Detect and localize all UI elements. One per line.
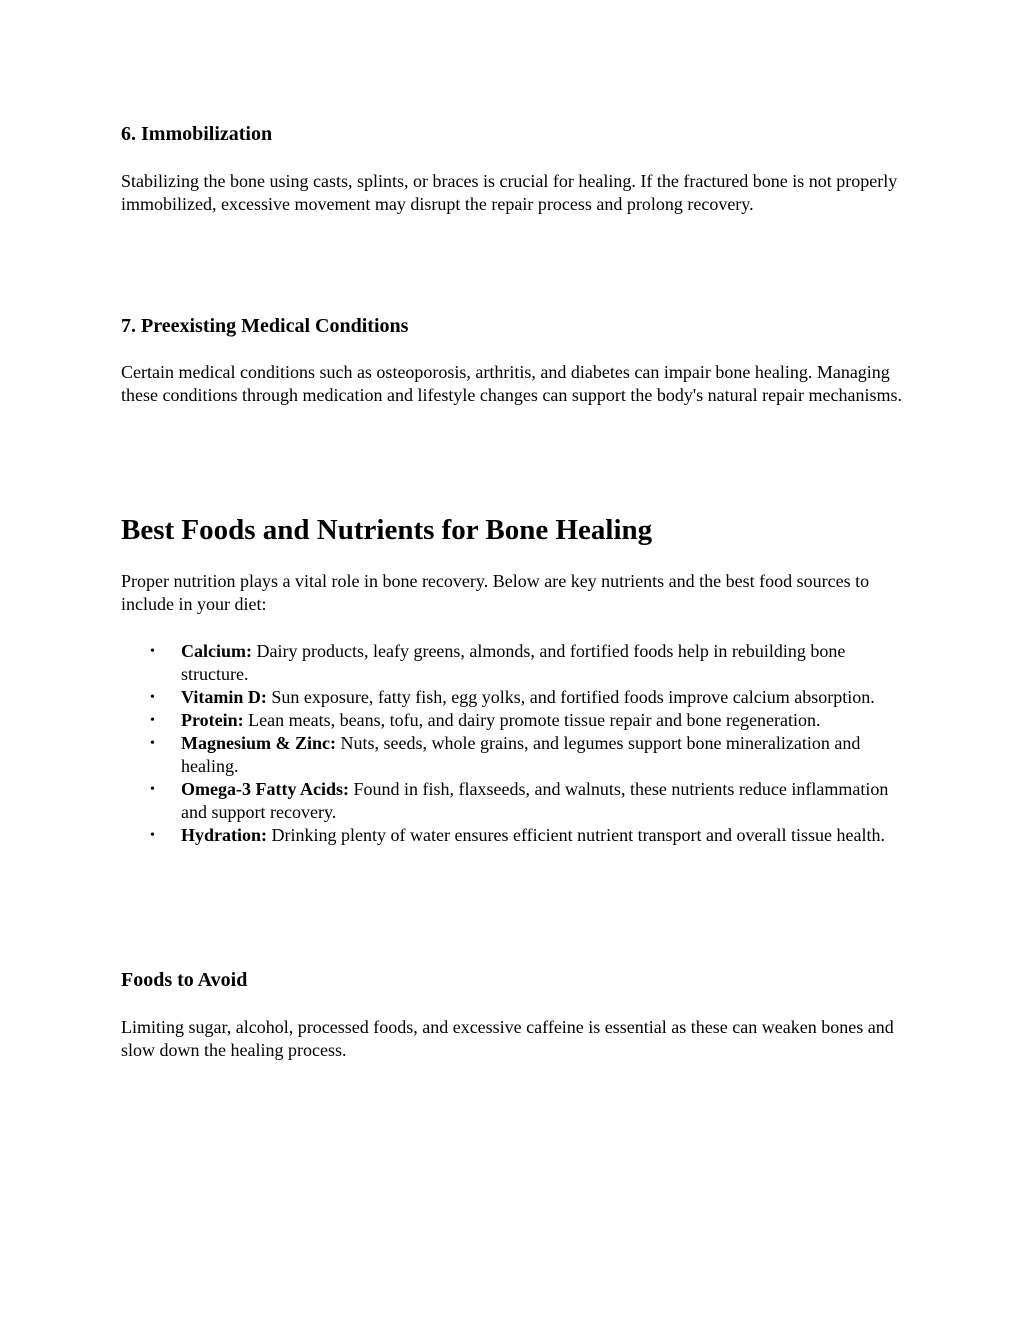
list-item-label: Protein: xyxy=(181,710,244,730)
section-paragraph-immobilization: Stabilizing the bone using casts, splints, or braces is crucial for healing. If the fractured bone is not properly immobilized, excessive movement may disrupt the repair process and prolong recovery. xyxy=(121,171,898,214)
bullet-icon: • xyxy=(150,782,155,797)
list-item-label: Calcium: xyxy=(181,641,252,661)
section-heading-foods-to-avoid: Foods to Avoid xyxy=(121,969,248,991)
list-item-label: Vitamin D: xyxy=(181,687,267,707)
list-item-text: Nuts, seeds, whole grains, and legumes support bone mineralization and healing. xyxy=(181,733,861,776)
main-heading: Best Foods and Nutrients for Bone Healing xyxy=(121,514,653,546)
nutrient-list xyxy=(121,640,911,847)
list-item xyxy=(121,640,911,686)
bullet-icon: • xyxy=(150,828,155,843)
section-paragraph-foods-to-avoid: Limiting sugar, alcohol, processed foods, and excessive caffeine is essential as these can weaken bones and slow down the healing process. xyxy=(121,1017,894,1060)
section-paragraph-preexisting-conditions: Certain medical conditions such as osteoporosis, arthritis, and diabetes can impair bone healing. Managing these conditions through medication and lifestyle changes can support the body's natural repair mechanisms. xyxy=(121,362,903,405)
list-item-text: Sun exposure, fatty fish, egg yolks, and fortified foods improve calcium absorption. xyxy=(266,687,875,707)
bullet-icon: • xyxy=(150,690,155,705)
list-item-text: Dairy products, leafy greens, almonds, and fortified foods help in rebuilding bone structure. xyxy=(181,641,846,684)
list-item-label: Hydration: xyxy=(181,825,268,845)
list-item-text: Lean meats, beans, tofu, and dairy promote tissue repair and bone regeneration. xyxy=(243,710,821,730)
list-item-text: Found in fish, flaxseeds, and walnuts, these nutrients reduce inflammation and support recovery. xyxy=(181,779,889,822)
list-item xyxy=(121,824,911,847)
section-heading-preexisting-conditions: 7. Preexisting Medical Conditions xyxy=(121,315,409,337)
list-item xyxy=(121,686,911,709)
section-heading-immobilization: 6. Immobilization xyxy=(121,123,273,145)
bullet-icon: • xyxy=(150,713,155,728)
bullet-icon: • xyxy=(150,644,155,659)
list-item-label: Omega-3 Fatty Acids: xyxy=(181,779,349,799)
list-item xyxy=(121,732,911,778)
list-item xyxy=(121,778,911,824)
list-item-text: Drinking plenty of water ensures efficient nutrient transport and overall tissue health. xyxy=(267,825,886,845)
bullet-icon: • xyxy=(150,736,155,751)
main-intro-paragraph: Proper nutrition plays a vital role in bone recovery. Below are key nutrients and the best food sources to include in your diet: xyxy=(121,571,870,614)
list-item-label: Magnesium & Zinc: xyxy=(181,733,336,753)
list-item xyxy=(121,709,911,732)
